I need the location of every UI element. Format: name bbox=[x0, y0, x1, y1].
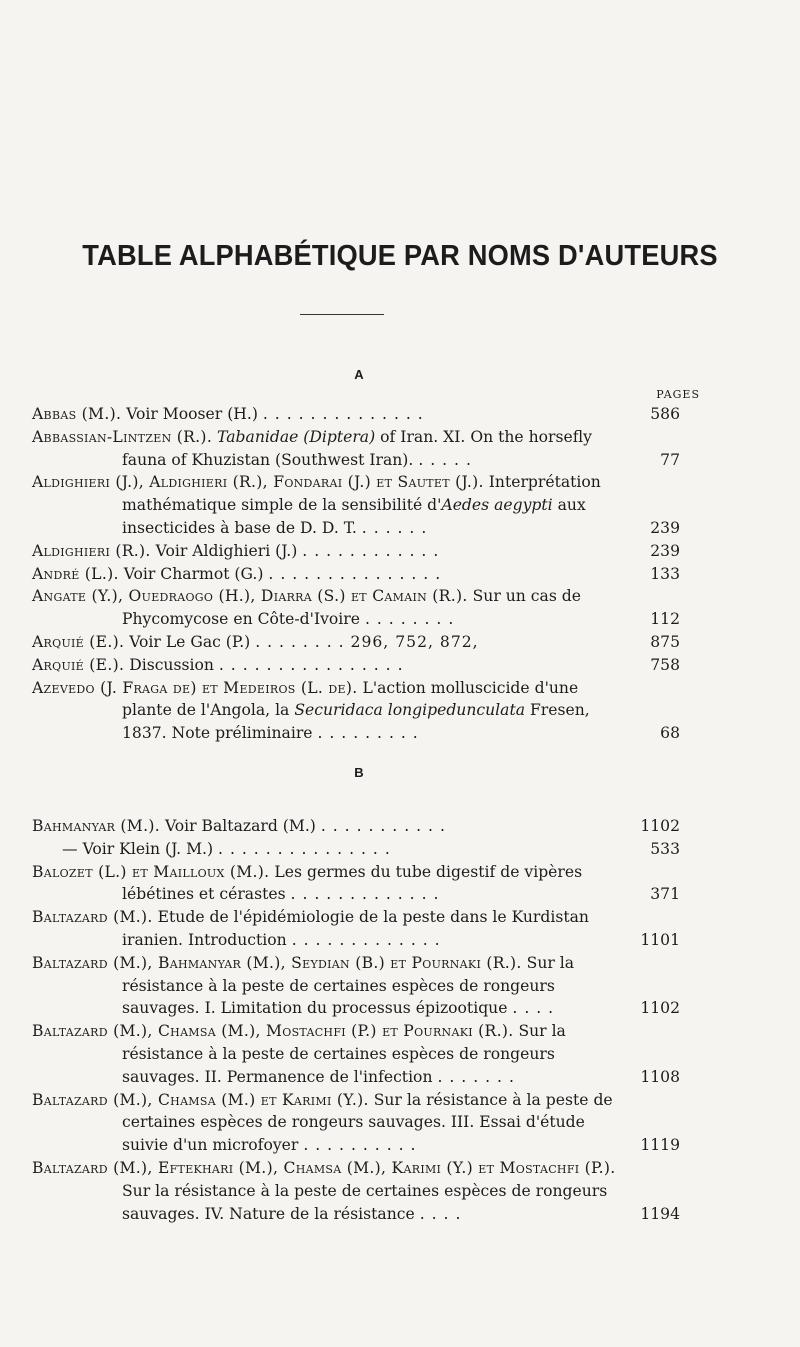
entry-leader: . . . . . . . . . . . . . bbox=[291, 930, 441, 949]
entry-page: 77 bbox=[660, 450, 680, 469]
entry-title: Voir Charmot (G.) bbox=[123, 564, 264, 583]
index-entry bbox=[32, 563, 680, 586]
entry-title: L'action molluscicide d'une plante de l'Angola, la bbox=[122, 678, 579, 720]
entry-page: 1102 bbox=[640, 816, 680, 835]
index-entry bbox=[32, 815, 680, 838]
index-entry bbox=[32, 585, 680, 631]
index-entry bbox=[32, 1089, 680, 1157]
entry-leader: . . . . bbox=[419, 1204, 462, 1223]
index-entry bbox=[32, 952, 680, 1020]
entry-leader: . . . . . . . . . . . . . . . . bbox=[218, 655, 404, 674]
entry-title: Sur la résistance à la peste de certaines espèces de rongeurs sauvages. I. Limitation du processus épizootique bbox=[122, 953, 575, 1018]
index-entry bbox=[32, 403, 680, 426]
entry-page: 1108 bbox=[640, 1067, 680, 1086]
entry-author: Angate (Y.), Ouedraogo (H.), Diarra (S.) et Camain (R.). bbox=[32, 587, 468, 606]
entry-page: 68 bbox=[660, 724, 680, 743]
entry-leader: . . . . . . . . . . bbox=[303, 1136, 417, 1155]
index-entry bbox=[32, 677, 680, 745]
entry-author: Baltazard (M.). bbox=[32, 908, 153, 927]
index-entry bbox=[32, 471, 680, 539]
entry-title: Voir Baltazard (M.) bbox=[164, 816, 316, 835]
entry-author: Aldighieri (J.), Aldighieri (R.), Fondarai (J.) et Sautet (J.). bbox=[32, 473, 484, 492]
index-entries bbox=[32, 403, 680, 1225]
pages-column-label: PAGES bbox=[656, 388, 700, 401]
entry-page: 758 bbox=[650, 655, 680, 674]
entry-title: Voir Aldighieri (J.) bbox=[155, 541, 298, 560]
entry-leader: . . . . . . . bbox=[437, 1067, 515, 1086]
entry-page: 1101 bbox=[640, 930, 680, 949]
entry-title: Voir Klein (J. M.) bbox=[82, 839, 214, 858]
index-entry bbox=[32, 838, 680, 861]
entry-title: of Iran. XI. On the horsefly fauna of Khuzistan (Southwest Iran). bbox=[122, 427, 592, 469]
index-entry bbox=[32, 906, 680, 952]
entry-page: 1119 bbox=[640, 1136, 680, 1155]
entry-title-italic: Securidaca longipedunculata bbox=[294, 701, 526, 720]
entry-leader: . . . . . . . . . . . . . . . bbox=[218, 839, 391, 858]
entry-page: 239 bbox=[650, 518, 680, 537]
entry-author: Balozet (L.) et Mailloux (M.). bbox=[32, 862, 270, 881]
entry-title-continued: aux insecticides à base de D. D. T. bbox=[122, 496, 586, 537]
index-entry bbox=[32, 426, 680, 472]
entry-author: Baltazard (M.), Chamsa (M.) et Karimi (Y.). bbox=[32, 1090, 369, 1109]
entry-author: Abbassian-Lintzen (R.). bbox=[32, 427, 213, 446]
entry-title-italic: Aedes aegypti bbox=[441, 496, 553, 515]
entry-leader: . . . . . . . . . bbox=[317, 724, 419, 743]
entry-page: 133 bbox=[650, 564, 680, 583]
entry-leader: . . . . . . . . . . . . . . bbox=[262, 405, 424, 423]
index-entry bbox=[32, 631, 680, 654]
entry-leader: . . . . . . . . 296, 752, 872, bbox=[255, 632, 479, 651]
entry-title: Voir Mooser (H.) bbox=[126, 405, 258, 423]
entry-author: Aldighieri (R.). bbox=[32, 541, 151, 560]
entry-leader: . . . . . . . . . . . bbox=[320, 816, 446, 835]
entry-page: 239 bbox=[650, 541, 680, 560]
entry-leader: . . . . . . . . . . . . . bbox=[290, 885, 440, 904]
section-letter-b: B bbox=[354, 764, 364, 780]
entry-author: Baltazard (M.), Chamsa (M.), Mostachfi (P.) et Pournaki (R.). bbox=[32, 1022, 514, 1041]
entry-author: Arquié (E.). bbox=[32, 632, 125, 651]
entry-author: Bahmanyar (M.). bbox=[32, 816, 160, 835]
entry-author: Baltazard (M.), Bahmanyar (M.), Seydian (B.) et Pournaki (R.). bbox=[32, 953, 522, 972]
entry-page: 112 bbox=[650, 610, 680, 629]
entry-page: 875 bbox=[650, 632, 680, 651]
entry-title: Sur la résistance à la peste de certaines espèces de rongeurs sauvages. III. Essai d'étude suivie d'un microfoyer bbox=[122, 1090, 613, 1155]
index-entry bbox=[32, 540, 680, 563]
entry-leader: . . . . . . . . . . . . bbox=[302, 541, 440, 560]
index-entry bbox=[32, 654, 680, 677]
entry-author-dash: — bbox=[62, 839, 78, 858]
entry-title: Discussion bbox=[129, 655, 214, 674]
entry-leader: . . . . . . . . . . . . . . . bbox=[268, 564, 442, 583]
entry-title: Etude de l'épidémiologie de la peste dans le Kurdistan iranien. Introduction bbox=[122, 908, 589, 949]
entry-title: Voir Le Gac (P.) bbox=[129, 632, 251, 651]
title-rule bbox=[300, 314, 384, 315]
entry-title: Les germes du tube digestif de vipères lébétines et cérastes bbox=[122, 862, 583, 904]
entry-page: 1194 bbox=[640, 1204, 680, 1223]
entry-leader: . . . . . bbox=[418, 450, 472, 469]
entry-author: André (L.). bbox=[32, 564, 119, 583]
entry-leader: . . . . . . bbox=[361, 518, 428, 537]
entry-title-italic: Tabanidae (Diptera) bbox=[217, 427, 376, 446]
index-entry bbox=[32, 861, 680, 907]
index-entry bbox=[32, 1157, 680, 1225]
entry-author: Azevedo (J. Fraga de) et Medeiros (L. de). bbox=[32, 678, 358, 697]
entry-title-continued: Fresen, 1837. Note préliminaire bbox=[122, 701, 590, 743]
section-letter-a: A bbox=[354, 367, 364, 382]
index-entry bbox=[32, 1020, 680, 1088]
entry-author: Abbas (M.). bbox=[32, 405, 122, 423]
section-gap bbox=[32, 745, 680, 815]
entry-title: Sur un cas de Phycomycose en Côte-d'Ivoire bbox=[122, 587, 581, 629]
entry-title: Sur la résistance à la peste de certaines espèces de rongeurs sauvages. IV. Nature de la résistance bbox=[122, 1181, 608, 1223]
entry-page: 1102 bbox=[640, 999, 680, 1018]
entry-leader: . . . . . . . . bbox=[364, 610, 455, 629]
entry-page: 533 bbox=[650, 839, 680, 858]
entry-author: Baltazard (M.), Eftekhari (M.), Chamsa (M.), Karimi (Y.) et Mostachfi (P.). bbox=[32, 1158, 616, 1177]
page-title: TABLE ALPHABÉTIQUE PAR NOMS D'AUTEURS bbox=[82, 240, 718, 272]
entry-title: Interprétation mathématique simple de la sensibilité d' bbox=[122, 473, 601, 515]
entry-title: Sur la résistance à la peste de certaines espèces de rongeurs sauvages. II. Permanence de l'infection bbox=[122, 1022, 566, 1086]
entry-page: 371 bbox=[650, 885, 680, 904]
entry-page: 586 bbox=[650, 405, 680, 423]
entry-author: Arquié (E.). bbox=[32, 655, 125, 674]
entry-leader: . . . . bbox=[512, 999, 555, 1018]
